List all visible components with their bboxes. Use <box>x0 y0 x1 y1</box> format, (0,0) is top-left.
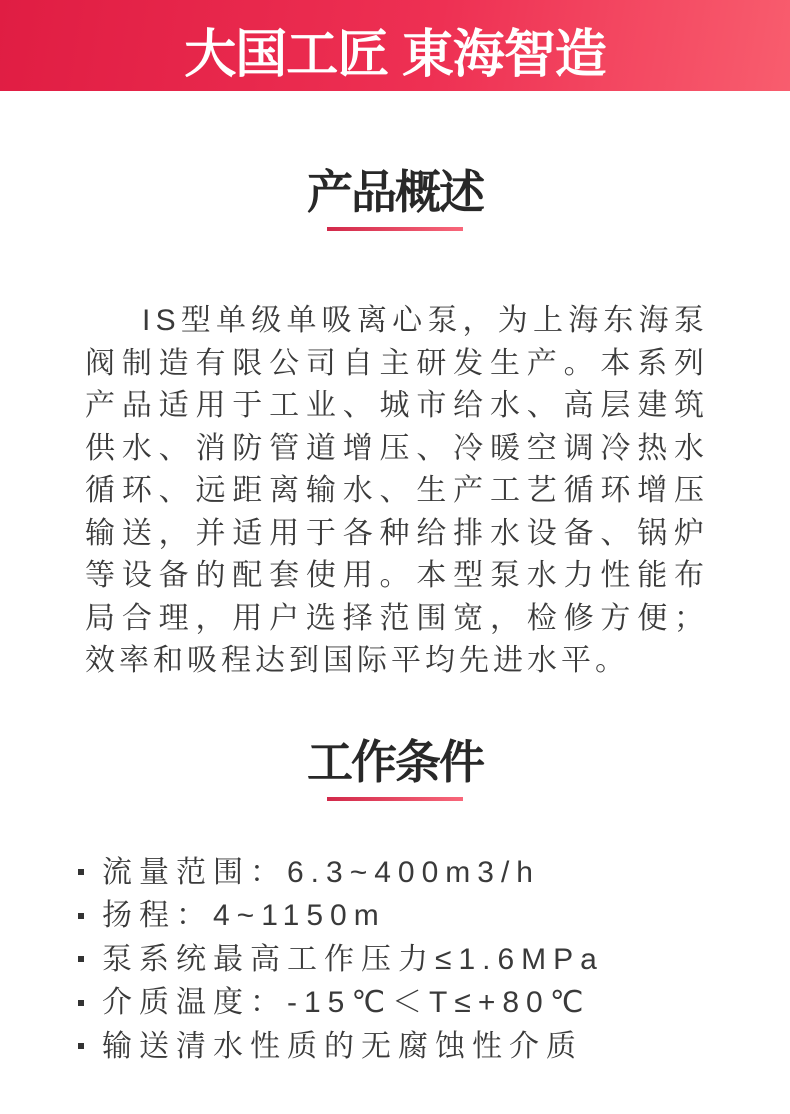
condition-text: 介质温度：-15℃＜T≤+80℃ <box>102 986 591 1019</box>
overview-paragraph-line: 输 送 ， 并 适 用 于 各 种 给 排 水 设 备 、 锅 炉 <box>85 516 704 550</box>
brand-banner <box>0 0 790 91</box>
condition-text: 流量范围：6.3~400m3/h <box>102 855 540 889</box>
brand-slogan: 大国工匠 東海智造 <box>184 26 606 84</box>
condition-list-item <box>78 981 790 1025</box>
condition-text: 泵系统最高工作压力≤1.6MPa <box>102 942 604 976</box>
conditions-section-title: 工作条件 <box>307 735 483 788</box>
overview-title-underline <box>327 227 463 231</box>
overview-paragraph-line: 循 环 、 远 距 离 输 水 、 生 产 工 艺 循 环 增 压 <box>85 474 704 507</box>
bullet-square-icon <box>78 913 84 919</box>
conditions-list <box>78 851 790 1069</box>
overview-section <box>0 165 790 683</box>
condition-text: 输送清水性质的无腐蚀性介质 <box>102 1029 583 1063</box>
overview-paragraph-line: 产 品 适 用 于 工 业 、 城 市 给 水 、 高 层 建 筑 <box>85 389 704 422</box>
condition-list-item <box>78 1025 790 1069</box>
bullet-square-icon <box>78 869 84 875</box>
condition-list-item <box>78 938 790 982</box>
condition-text: 扬程：4~1150m <box>102 899 386 932</box>
conditions-title-underline <box>327 797 463 801</box>
overview-paragraph-line: 效率和吸程达到国际平均先进水平。 <box>85 644 629 677</box>
overview-paragraph-line: 阀 制 造 有 限 公 司 自 主 研 发 生 产 。 本 系 列 <box>85 346 704 380</box>
overview-paragraph-line: I S 型 单 级 单 吸 离 心 泵 ， 为 上 海 东 海 泵 <box>142 304 704 337</box>
overview-paragraph-line: 局 合 理 ， 用 户 选 择 范 围 宽 ， 检 修 方 便 ； <box>85 601 704 635</box>
condition-list-item <box>78 851 790 895</box>
overview-section-title: 产品概述 <box>307 166 483 218</box>
working-conditions-section <box>0 735 790 1069</box>
bullet-square-icon <box>78 1000 84 1006</box>
condition-list-item <box>78 894 790 938</box>
overview-paragraph <box>85 300 704 683</box>
bullet-square-icon <box>78 956 84 962</box>
bullet-square-icon <box>78 1043 84 1049</box>
overview-paragraph-line: 等 设 备 的 配 套 使 用 。 本 型 泵 水 力 性 能 布 <box>85 559 704 592</box>
overview-paragraph-line: 供 水 、 消 防 管 道 增 压 、 冷 暖 空 调 冷 热 水 <box>85 431 704 465</box>
